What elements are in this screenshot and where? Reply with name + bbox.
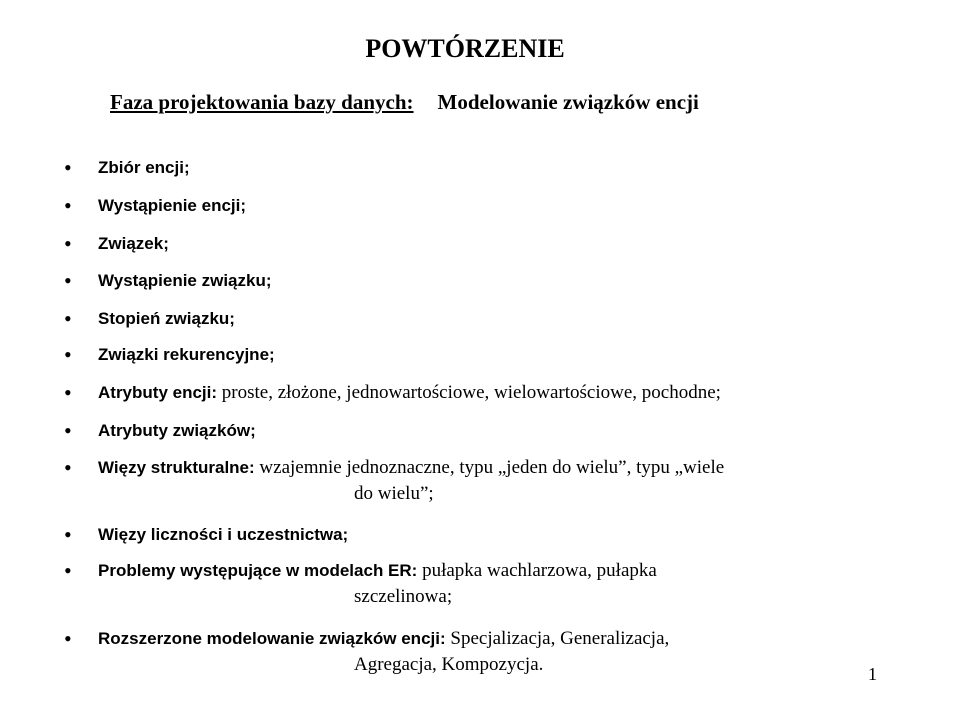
bullet-icon: • (64, 306, 72, 331)
item-label: Problemy występujące w modelach ER: (98, 561, 418, 580)
item-label: Atrybuty związków; (98, 421, 256, 440)
item-label: Stopień związku; (98, 309, 235, 328)
bullet-icon: • (64, 231, 72, 256)
subtitle-phase: Faza projektowania bazy danych: (110, 90, 414, 114)
item-detail: Specjalizacja, Generalizacja, (445, 628, 670, 649)
item-label: Atrybuty encji: (98, 383, 218, 402)
item-detail-continued: Agregacja, Kompozycja. (354, 654, 544, 675)
bullet-icon: • (64, 268, 72, 293)
item-detail: pułapka wachlarzowa, pułapka (417, 560, 657, 581)
item-label: Wystąpienie encji; (98, 196, 247, 215)
bullet-icon: • (64, 626, 72, 651)
bullet-icon: • (64, 455, 72, 480)
item-detail-continued: do wielu”; (354, 483, 434, 504)
item-label: Więzy strukturalne: (98, 458, 255, 477)
item-label: Związek; (98, 234, 169, 253)
bullet-icon: • (64, 155, 72, 180)
page-number: 1 (868, 664, 877, 684)
subtitle-topic: Modelowanie związków encji (437, 90, 699, 114)
item-label: Wystąpienie związku; (98, 271, 272, 290)
bullet-icon: • (64, 558, 72, 583)
bullet-icon: • (64, 380, 72, 405)
item-detail-continued: szczelinowa; (354, 586, 453, 607)
bullet-icon: • (64, 193, 72, 218)
item-label: Rozszerzone modelowanie związków encji: (98, 629, 446, 648)
item-detail: proste, złożone, jednowartościowe, wielowartościowe, pochodne; (217, 382, 721, 403)
item-label: Zbiór encji; (98, 158, 190, 177)
bullet-icon: • (64, 418, 72, 443)
slide-title: POWTÓRZENIE (365, 34, 565, 63)
slide-subtitle (110, 90, 699, 115)
item-detail: wzajemnie jednoznaczne, typu „jeden do wielu”, typu „wiele (254, 457, 725, 478)
item-label: Więzy liczności i uczestnictwa; (98, 525, 349, 544)
bullet-icon: • (64, 342, 72, 367)
bullet-icon: • (64, 522, 72, 547)
item-label: Związki rekurencyjne; (98, 345, 275, 364)
